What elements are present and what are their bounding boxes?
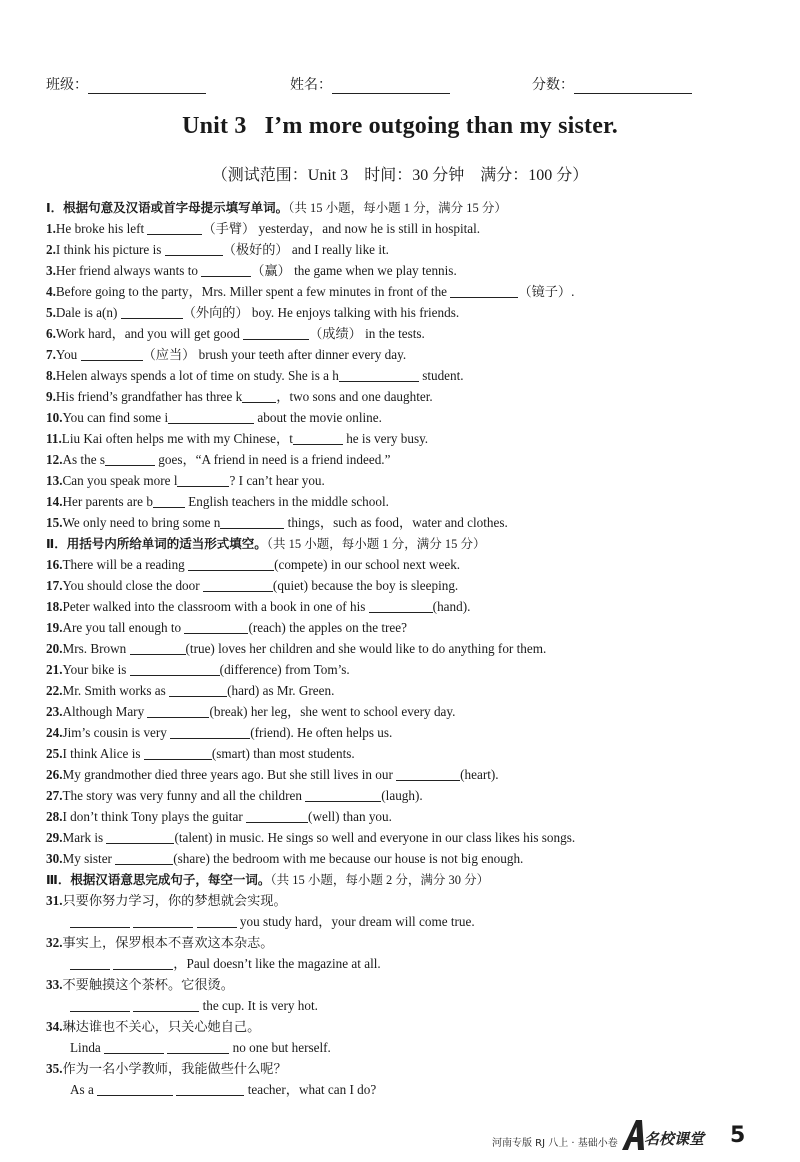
answer-blank[interactable]: [369, 599, 433, 613]
question-11: 11.Liu Kai often helps me with my Chinese，t he is very busy.: [46, 431, 429, 446]
question-21: 21.Your bike is (difference) from Tom’s.: [46, 662, 350, 677]
question-34-answer: Linda no one but herself.: [70, 1040, 331, 1055]
answer-blank[interactable]: [293, 431, 343, 445]
question-4: 4.Before going to the party，Mrs. Miller spent a few minutes in front of the （镜子）.: [46, 284, 575, 299]
question-35-answer: As a teacher，what can I do?: [70, 1082, 377, 1097]
question-7: 7.You （应当） brush your teeth after dinner every day.: [46, 347, 407, 362]
answer-blank[interactable]: [133, 998, 199, 1012]
answer-blank[interactable]: [169, 683, 227, 697]
answer-blank[interactable]: [197, 914, 237, 928]
section-1-heading: Ⅰ．根据句意及汉语或首字母提示填写单词。（共 15 小题，每小题 1 分，满分 15 分）: [46, 200, 507, 215]
answer-blank[interactable]: [220, 515, 284, 529]
name-field[interactable]: 姓名：: [290, 74, 450, 94]
question-9: 9.His friend’s grandfather has three k ，two sons and one daughter.: [46, 389, 433, 404]
question-33-answer: the cup. It is very hot.: [70, 996, 318, 1016]
answer-blank[interactable]: [153, 494, 185, 508]
answer-blank[interactable]: [246, 809, 308, 823]
question-22: 22.Mr. Smith works as (hard) as Mr. Green.: [46, 683, 335, 698]
answer-blank[interactable]: [70, 914, 130, 928]
question-6: 6.Work hard，and you will get good （成绩） in the tests.: [46, 326, 425, 341]
page-subtitle: （测试范围：Unit 3 时间：30 分钟 满分：100 分）: [211, 167, 589, 184]
answer-blank[interactable]: [104, 1040, 164, 1054]
answer-blank[interactable]: [177, 473, 229, 487]
question-31-prompt: 31.只要你努力学习，你的梦想就会实现。: [46, 893, 287, 908]
section-2-heading: Ⅱ．用括号内所给单词的适当形式填空。（共 15 小题，每小题 1 分，满分 15 分）: [46, 536, 486, 551]
answer-blank[interactable]: [243, 326, 309, 340]
answer-blank[interactable]: [201, 263, 251, 277]
question-17: 17.You should close the door (quiet) because the boy is sleeping.: [46, 578, 459, 593]
answer-blank[interactable]: [305, 788, 381, 802]
answer-blank[interactable]: [242, 389, 276, 403]
question-34-prompt: 34.琳达谁也不关心，只关心她自己。: [46, 1019, 261, 1034]
score-blank[interactable]: [574, 79, 692, 94]
answer-blank[interactable]: [396, 767, 460, 781]
answer-blank[interactable]: [105, 452, 155, 466]
question-1: 1.He broke his left （手臂） yesterday，and now he is still in hospital.: [46, 221, 481, 236]
question-32-prompt: 32.事实上，保罗根本不喜欢这本杂志。: [46, 935, 274, 950]
answer-blank[interactable]: [147, 221, 202, 235]
answer-blank[interactable]: [176, 1082, 244, 1096]
page-title: Unit 3 I’m more outgoing than my sister.: [182, 113, 618, 139]
page-number: 5: [730, 1123, 746, 1148]
question-35-prompt: 35.作为一名小学教师，我能做些什么呢？: [46, 1061, 287, 1076]
name-blank[interactable]: [332, 79, 450, 94]
question-28: 28.I don’t think Tony plays the guitar (well) than you.: [46, 809, 392, 824]
answer-blank[interactable]: [170, 725, 250, 739]
question-31-answer: you study hard，your dream will come true.: [70, 912, 475, 932]
answer-blank[interactable]: [168, 410, 254, 424]
answer-blank[interactable]: [450, 284, 518, 298]
question-32-answer: ，Paul doesn’t like the magazine at all.: [70, 954, 381, 974]
answer-blank[interactable]: [106, 830, 174, 844]
class-blank[interactable]: [88, 79, 206, 94]
answer-blank[interactable]: [339, 368, 419, 382]
answer-blank[interactable]: [70, 998, 130, 1012]
question-14: 14.Her parents are b English teachers in the middle school.: [46, 494, 389, 509]
answer-blank[interactable]: [165, 242, 223, 256]
brand-logo-text: 名校课堂: [644, 1130, 705, 1148]
answer-blank[interactable]: [121, 305, 183, 319]
question-25: 25.I think Alice is (smart) than most students.: [46, 746, 355, 761]
answer-blank[interactable]: [147, 704, 209, 718]
answer-blank[interactable]: [203, 578, 273, 592]
question-29: 29.Mark is (talent) in music. He sings so well and everyone in our class likes his songs.: [46, 830, 576, 845]
answer-blank[interactable]: [188, 557, 274, 571]
question-18: 18.Peter walked into the classroom with a book in one of his (hand).: [46, 599, 471, 614]
student-info-row: [40, 74, 760, 96]
question-2: 2.I think his picture is （极好的） and I really like it.: [46, 242, 389, 257]
answer-blank[interactable]: [97, 1082, 173, 1096]
question-5: 5.Dale is a(n) （外向的） boy. He enjoys talking with his friends.: [46, 305, 460, 320]
question-27: 27.The story was very funny and all the children (laugh).: [46, 788, 423, 803]
question-16: 16.There will be a reading (compete) in our school next week.: [46, 557, 461, 572]
question-8: 8.Helen always spends a lot of time on study. She is a h student.: [46, 368, 464, 383]
section-3-heading: Ⅲ．根据汉语意思完成句子，每空一词。（共 15 小题，每小题 2 分，满分 30 分）: [46, 872, 490, 887]
question-30: 30.My sister (share) the bedroom with me because our house is not big enough.: [46, 851, 524, 866]
answer-blank[interactable]: [133, 914, 193, 928]
answer-blank[interactable]: [113, 956, 173, 970]
answer-blank[interactable]: [167, 1040, 229, 1054]
answer-blank[interactable]: [144, 746, 212, 760]
answer-blank[interactable]: [130, 662, 220, 676]
answer-blank[interactable]: [81, 347, 143, 361]
question-23: 23.Although Mary (break) her leg，she went to school every day.: [46, 704, 456, 719]
question-24: 24.Jim’s cousin is very (friend). He often helps us.: [46, 725, 393, 740]
answer-blank[interactable]: [70, 956, 110, 970]
question-3: 3.Her friend always wants to （赢） the game when we play tennis.: [46, 263, 457, 278]
question-13: 13.Can you speak more l ? I can’t hear you.: [46, 473, 325, 488]
question-33-prompt: 33.不要触摸这个茶杯。它很烫。: [46, 977, 234, 992]
question-20: 20.Mrs. Brown (true) loves her children and she would like to do anything for them.: [46, 641, 547, 656]
class-field[interactable]: 班级：: [46, 74, 206, 94]
answer-blank[interactable]: [130, 641, 186, 655]
question-15: 15.We only need to bring some n things，such as food，water and clothes.: [46, 515, 508, 530]
score-field[interactable]: 分数：: [532, 74, 692, 94]
question-10: 10.You can find some i about the movie online.: [46, 410, 382, 425]
edition-label: 河南专版 RJ 八上 · 基础小卷: [492, 1138, 618, 1149]
question-26: 26.My grandmother died three years ago. But she still lives in our (heart).: [46, 767, 499, 782]
answer-blank[interactable]: [115, 851, 173, 865]
question-19: 19.Are you tall enough to (reach) the apples on the tree?: [46, 620, 407, 635]
answer-blank[interactable]: [184, 620, 248, 634]
question-12: 12.As the s goes，“A friend in need is a friend indeed.”: [46, 452, 391, 467]
